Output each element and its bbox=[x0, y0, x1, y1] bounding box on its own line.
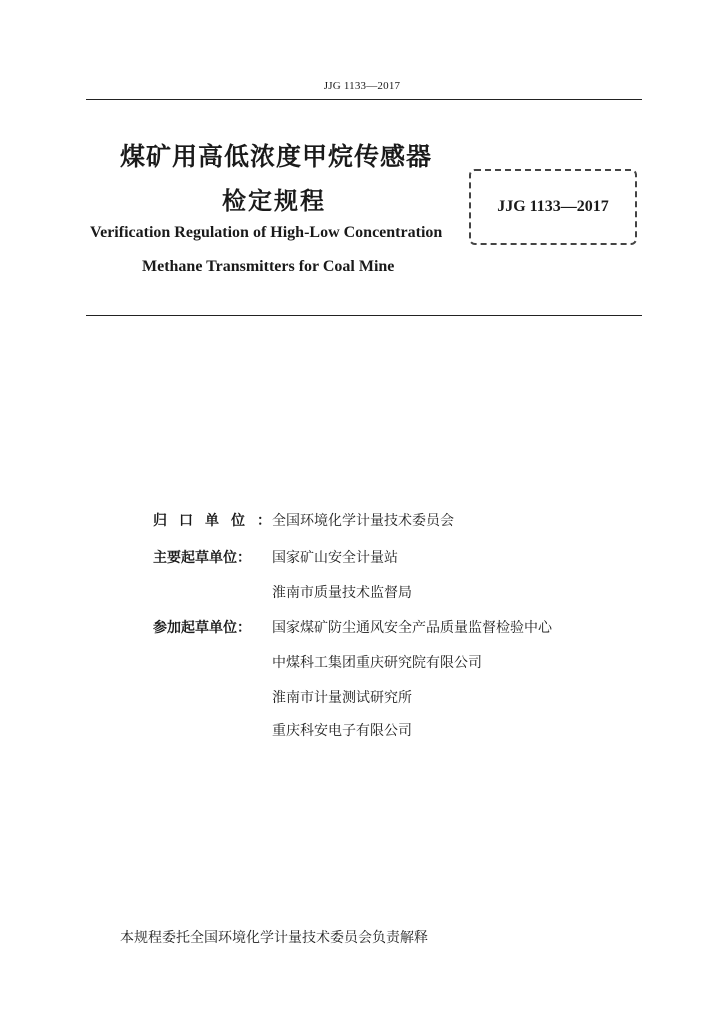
main-drafting-label: 主要起草单位： bbox=[153, 550, 251, 566]
main-drafting-unit: 淮南市质量技术监督局 bbox=[272, 585, 412, 601]
title-rule bbox=[86, 315, 642, 316]
title-chinese-line2: 检定规程 bbox=[222, 187, 326, 215]
participating-unit: 中煤科工集团重庆研究院有限公司 bbox=[272, 655, 482, 671]
standard-code-box bbox=[469, 169, 637, 245]
participating-label: 参加起草单位： bbox=[153, 620, 251, 636]
title-english-line1: Verification Regulation of High-Low Concentration bbox=[90, 224, 443, 241]
standard-code: JJG 1133—2017 bbox=[497, 198, 609, 215]
participating-unit: 淮南市计量测试研究所 bbox=[272, 690, 412, 706]
interpretation-note: 本规程委托全国环境化学计量技术委员会负责解释 bbox=[120, 930, 428, 946]
header-rule bbox=[86, 99, 642, 100]
main-drafting-unit: 国家矿山安全计量站 bbox=[272, 550, 398, 566]
participating-unit: 国家煤矿防尘通风安全产品质量监督检验中心 bbox=[272, 620, 552, 636]
title-chinese-line1: 煤矿用高低浓度甲烷传感器 bbox=[120, 142, 433, 171]
running-header-code: JJG 1133—2017 bbox=[323, 80, 401, 92]
responsible-unit-value: 全国环境化学计量技术委员会 bbox=[272, 513, 454, 529]
responsible-unit-label: 归口单位： bbox=[153, 513, 283, 529]
participating-unit: 重庆科安电子有限公司 bbox=[272, 723, 412, 739]
title-english-line2: Methane Transmitters for Coal Mine bbox=[142, 258, 395, 275]
